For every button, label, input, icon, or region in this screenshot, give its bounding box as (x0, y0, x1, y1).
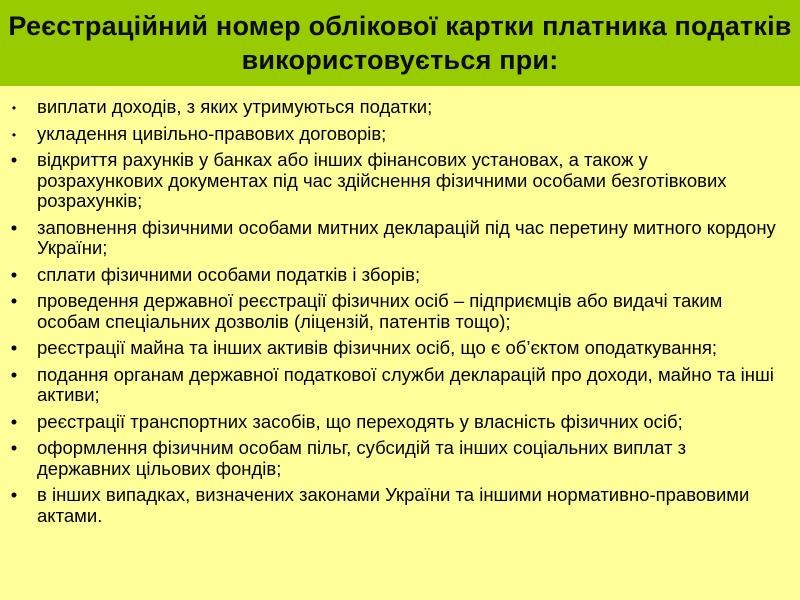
list-item-text: виплати доходів, з яких утримуються податки; (37, 96, 433, 117)
bullet-icon: • (10, 263, 18, 285)
list-item (0, 265, 800, 286)
bullet-icon: • (10, 410, 18, 432)
list-item (0, 412, 800, 433)
list-item (0, 438, 800, 479)
list-item-text: відкриття рахунків у банках або інших фінансових установах, а також у розрахункових документах під час здійснення фізичними особами безготівкових розрахунків; (37, 149, 727, 211)
bullet-icon: • (10, 337, 18, 358)
list-item (0, 338, 800, 359)
bullet-icon: • (10, 363, 18, 385)
bullet-icon: • (10, 437, 18, 458)
list-item-text: в інших випадках, визначених законами України та іншими нормативно-правовими актами. (37, 484, 750, 526)
list-item (0, 97, 800, 118)
list-item-text: реєстрації транспортних засобів, що переходять у власність фізичних осіб; (37, 410, 683, 432)
bullet-icon: • (10, 149, 18, 170)
bullet-icon: • (10, 484, 18, 505)
list-item-text: оформлення фізичним особам пільг, субсидій та інших соціальних виплат з державних цільових фондів; (37, 437, 687, 479)
bullet-icon: • (10, 290, 18, 311)
list-item (0, 485, 800, 526)
slide-title: Реєстраційний номер облікової картки платника податків використовується при: (8, 11, 792, 75)
list-item (0, 365, 800, 406)
list-item-text: подання органам державної податкової служби декларацій про доходи, майно та інші активи; (37, 363, 774, 405)
list-item (0, 218, 800, 259)
list-item (0, 124, 800, 145)
list-item-text: проведення державної реєстрації фізичних осіб – підприємців або видачі таким особам спеціальних дозволів (ліцензій, патентів тощо); (37, 290, 723, 332)
bullet-icon: • (11, 101, 17, 115)
bullet-icon: • (11, 127, 17, 142)
bullet-icon: • (10, 216, 18, 238)
title-bar (0, 0, 800, 86)
list-item-text: заповнення фізичними особами митних декларацій під час перетину митного кордону України; (37, 216, 776, 258)
list-item-text: реєстрації майна та інших активів фізичних осіб, що є об’єктом оподаткування; (37, 337, 717, 358)
bullet-list (0, 97, 800, 532)
list-item-text: сплати фізичними особами податків і зборів; (37, 263, 421, 285)
list-item-text: укладення цивільно-правових договорів; (37, 122, 387, 144)
list-item (0, 150, 800, 212)
list-item (0, 291, 800, 332)
